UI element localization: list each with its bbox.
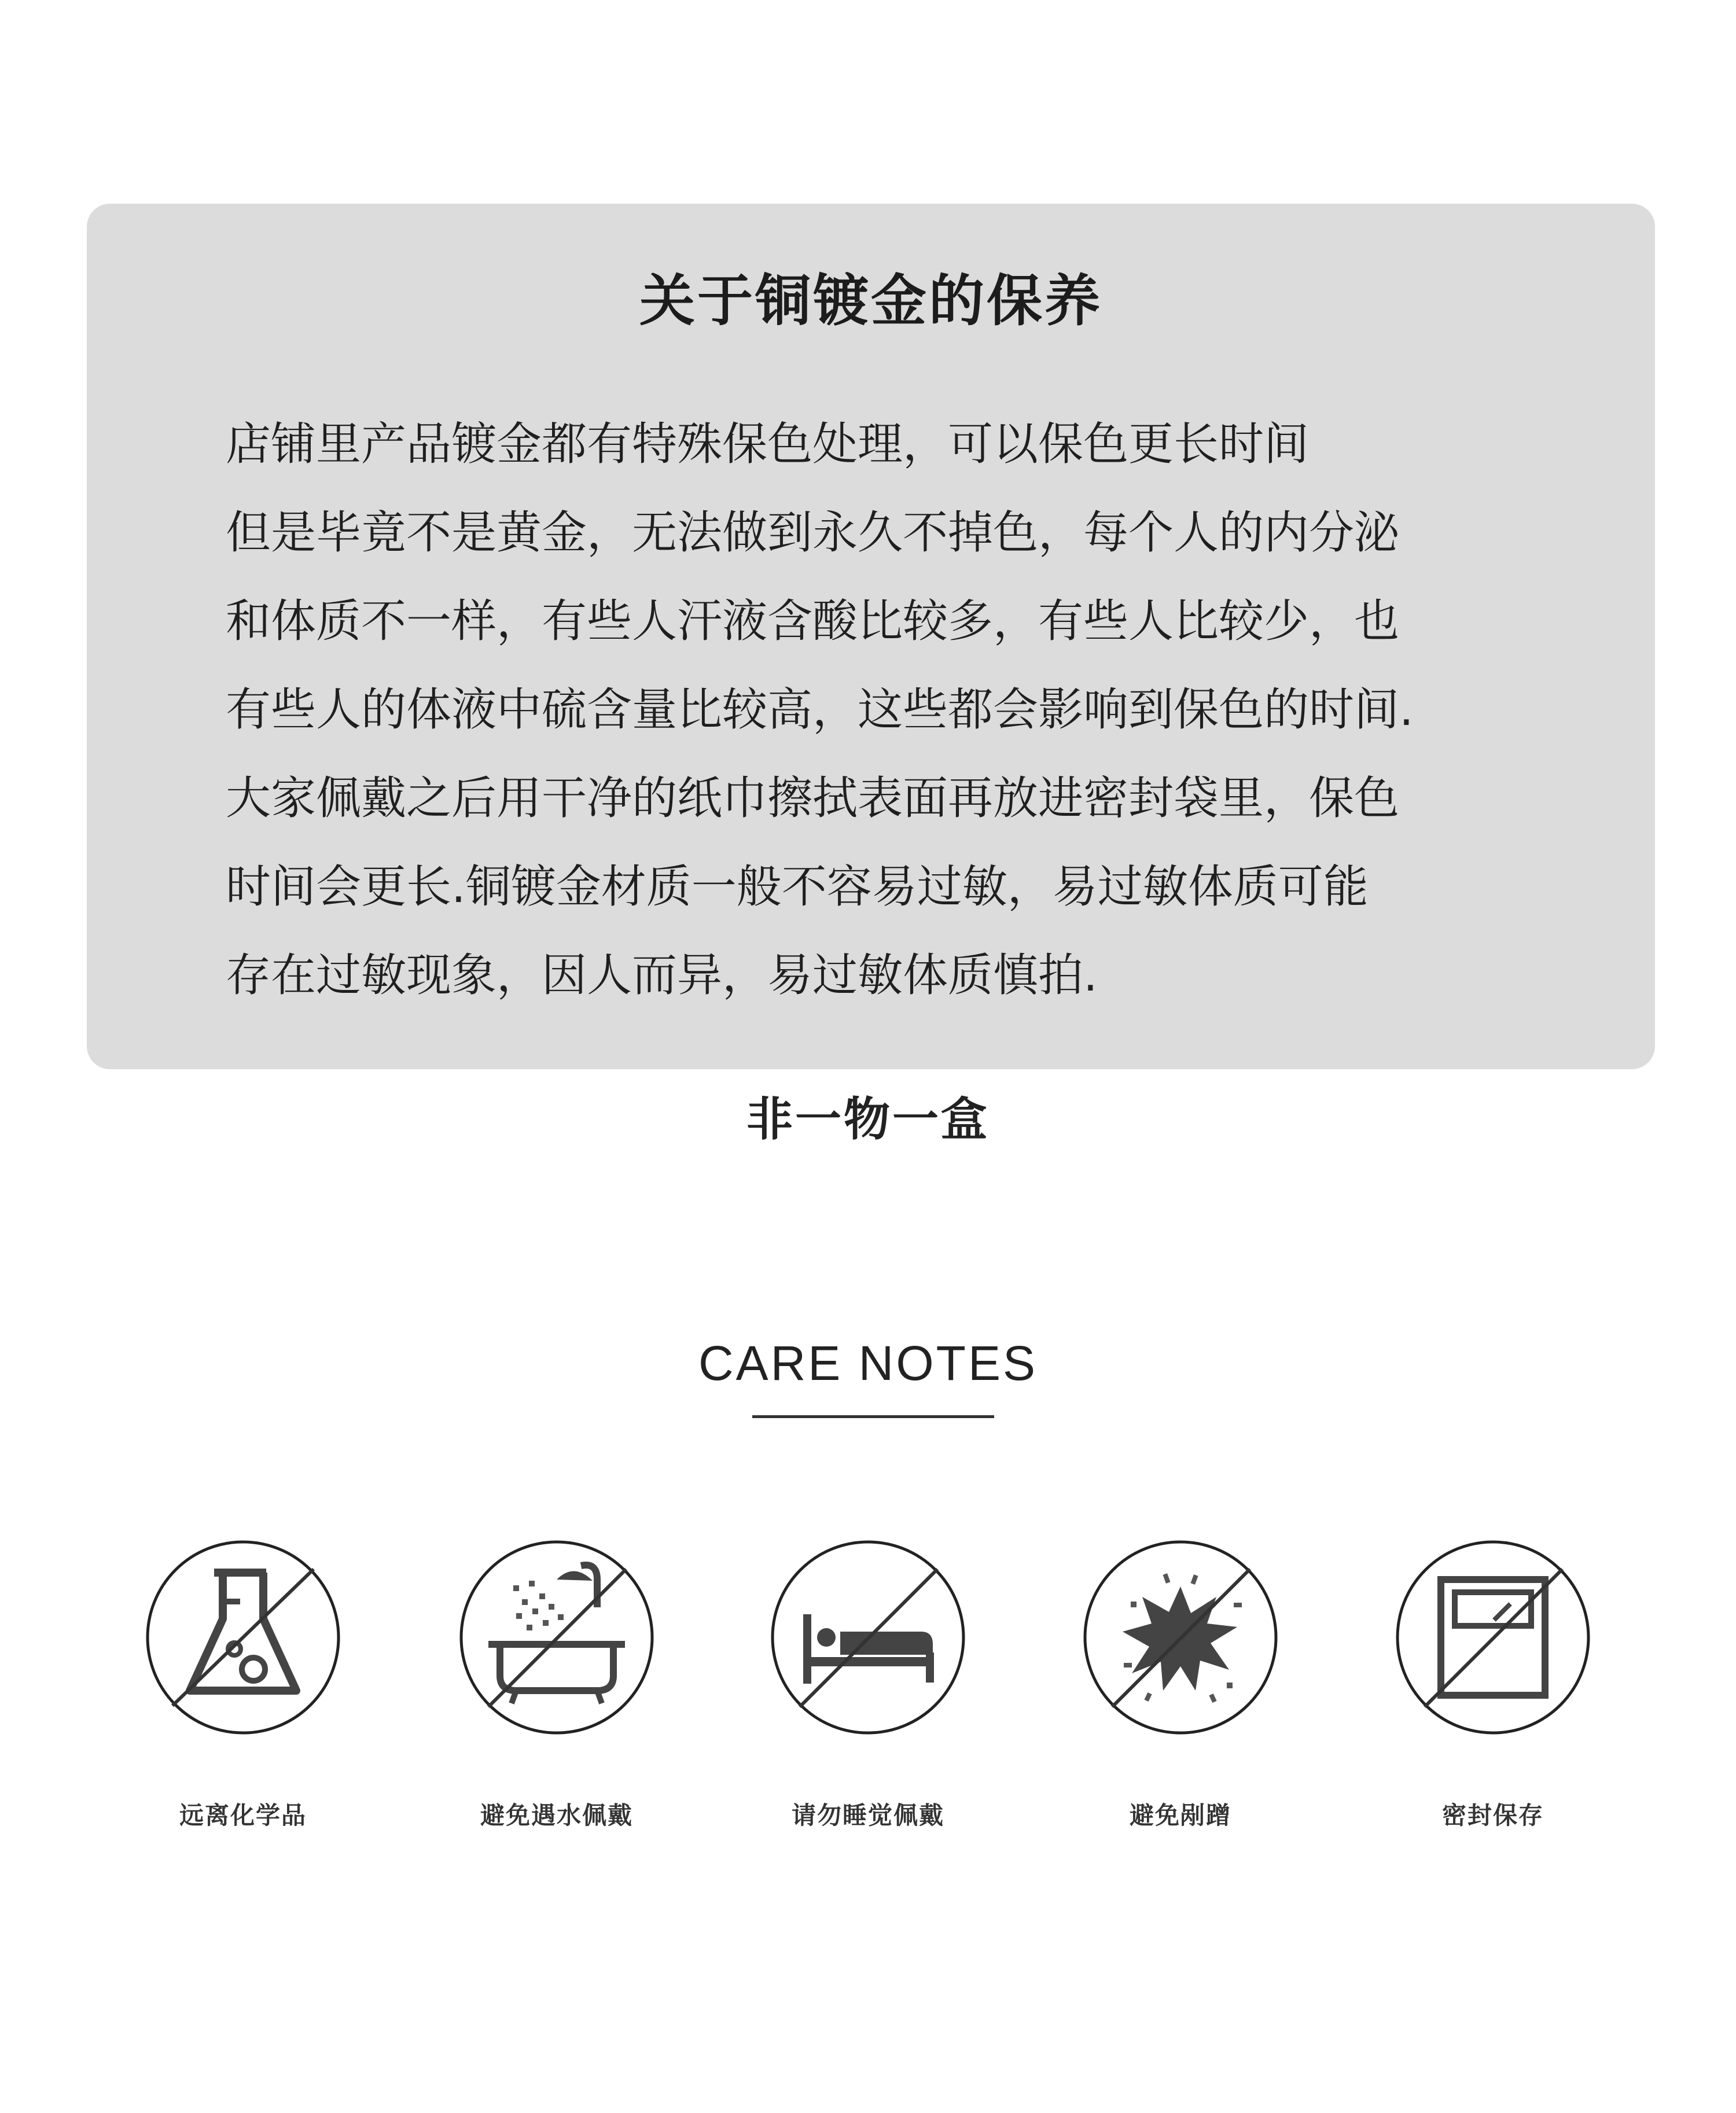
card-title: 关于铜镀金的保养 bbox=[639, 268, 1102, 333]
impact-burst-icon bbox=[1082, 1539, 1279, 1736]
care-item-sleep bbox=[752, 1539, 984, 1851]
sealed-bag-icon bbox=[1395, 1539, 1591, 1736]
heading-underline bbox=[752, 1415, 994, 1418]
card-body bbox=[226, 400, 1614, 1020]
card-text-line: 和体质不一样，有些人汗液含酸比较多，有些人比较少，也 bbox=[226, 595, 1400, 647]
care-item-label: 密封保存 bbox=[1441, 1801, 1544, 1829]
card-text-line: 店铺里产品镀金都有特殊保色处理，可以保色更长时间 bbox=[226, 418, 1310, 470]
care-item-scratch bbox=[1065, 1539, 1296, 1851]
care-item-label: 远离化学品 bbox=[179, 1801, 307, 1829]
card-text-line: 存在过敏现象，因人而异，易过敏体质慎拍. bbox=[226, 949, 1098, 1002]
care-item-label: 避免剐蹭 bbox=[1129, 1801, 1231, 1829]
card-text-line: 有些人的体液中硫含量比较高，这些都会影响到保色的时间. bbox=[226, 684, 1414, 736]
card-text-line: 时间会更长.铜镀金材质一般不容易过敏，易过敏体质可能 bbox=[226, 861, 1369, 913]
shower-bath-icon bbox=[458, 1539, 655, 1736]
care-item-water bbox=[441, 1539, 672, 1851]
box-note: 非一物一盒 bbox=[746, 1092, 990, 1146]
care-notes-heading: CARE NOTES bbox=[698, 1336, 1038, 1390]
care-item-chemicals bbox=[127, 1539, 359, 1851]
care-info-card bbox=[87, 204, 1655, 1069]
card-text-line: 但是毕竟不是黄金，无法做到永久不掉色，每个人的内分泌 bbox=[226, 507, 1400, 559]
care-item-label: 避免遇水佩戴 bbox=[480, 1801, 633, 1829]
care-item-sealed bbox=[1377, 1539, 1609, 1851]
card-text-line: 大家佩戴之后用干净的纸巾擦拭表面再放进密封袋里，保色 bbox=[226, 772, 1400, 824]
bed-sleep-icon bbox=[770, 1539, 966, 1736]
care-item-label: 请勿睡觉佩戴 bbox=[791, 1801, 944, 1829]
chemical-flask-icon bbox=[145, 1539, 341, 1736]
